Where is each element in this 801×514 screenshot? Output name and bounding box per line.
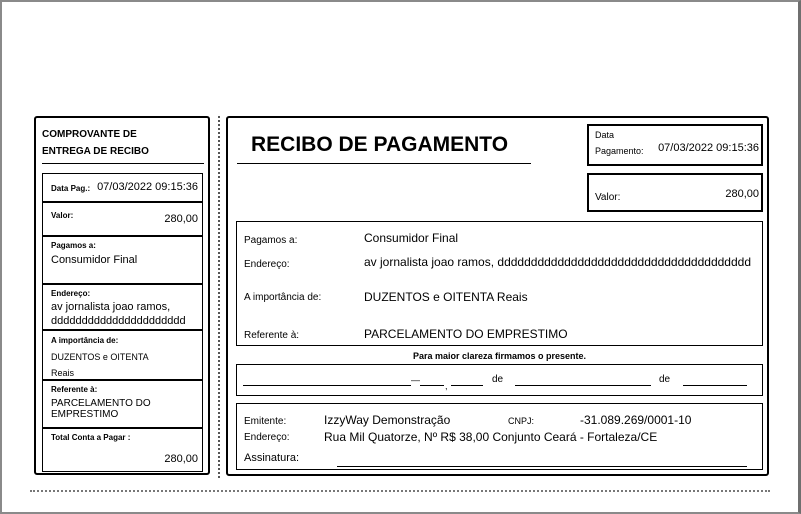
- stub-title-divider: [42, 163, 204, 164]
- day-line-2: [451, 385, 483, 386]
- cut-line-horizontal: [30, 490, 770, 492]
- issuer-address-value: Rua Mil Quatorze, Nº R$ 38,00 Conjunto Ceará - Fortaleza/CE: [324, 430, 658, 444]
- year-line: [683, 385, 747, 386]
- stub-amount-words-value-line2: Reais: [51, 368, 75, 378]
- payment-amount-box: [587, 173, 763, 212]
- stub-reference-box: [42, 380, 203, 428]
- receipt-main: [226, 116, 769, 476]
- payment-date-value: 07/03/2022 09:15:36: [658, 142, 759, 154]
- day-line: [420, 385, 444, 386]
- stub-reference-label: Referente à:: [51, 385, 98, 394]
- reference-value: PARCELAMENTO DO EMPRESTIMO: [364, 327, 568, 341]
- stub-amount-words-box: [42, 330, 203, 380]
- payment-amount-label: Valor:: [595, 192, 621, 203]
- clarity-statement: Para maior clareza firmamos o presente.: [412, 351, 587, 361]
- payment-date-label-line2: Pagamento:: [595, 146, 644, 156]
- issuer-label: Emitente:: [244, 416, 287, 427]
- stub-date-label: Data Pag.:: [51, 184, 91, 193]
- payee-label: Pagamos a:: [244, 235, 298, 246]
- place-date-box: [236, 364, 763, 396]
- stub-title: COMPROVANTE DE ENTREGA DE RECIBO: [42, 129, 149, 157]
- stub-address-value-line1: av jornalista joao ramos,: [51, 301, 171, 313]
- payment-details-box: [236, 221, 763, 346]
- signature-label: Assinatura:: [244, 452, 300, 464]
- cut-line-vertical: [218, 116, 220, 478]
- comma-mark: ,: [445, 381, 448, 391]
- stub-payee-value: Consumidor Final: [51, 254, 138, 266]
- stub-date-box: [42, 173, 203, 202]
- stub-address-value-line2: dddddddddddddddddddddd: [51, 315, 186, 327]
- stub-total-value: 280,00: [164, 453, 198, 465]
- stub-amount-box: [42, 202, 203, 236]
- payment-amount-value: 280,00: [725, 188, 759, 200]
- issuer-value: IzzyWay Demonstração: [324, 413, 451, 427]
- payment-date-label-line1: Data: [595, 130, 615, 140]
- receipt-stub: [34, 116, 210, 475]
- stub-amount-words-value-line1: DUZENTOS e OITENTA: [51, 352, 149, 362]
- receipt-title: RECIBO DE PAGAMENTO: [251, 133, 509, 156]
- stub-total-label: Total Conta a Pagar :: [51, 433, 131, 442]
- address-value: av jornalista joao ramos, dddddddddddddddddddddddddddddddddddddd: [364, 255, 751, 269]
- cnpj-value: -31.089.269/0001-10: [580, 413, 692, 427]
- stub-address-box: [42, 284, 203, 330]
- stub-payee-label: Pagamos a:: [51, 241, 96, 250]
- amount-words-label: A importância de:: [244, 292, 322, 303]
- stub-amount-value: 280,00: [164, 213, 198, 225]
- stub-amount-label: Valor:: [51, 211, 74, 220]
- stub-date-value: 07/03/2022 09:15:36: [97, 181, 198, 193]
- address-label: Endereço:: [244, 259, 290, 270]
- amount-words-value: DUZENTOS e OITENTA Reais: [364, 290, 528, 304]
- stub-amount-words-label: A importância de:: [51, 336, 119, 345]
- stub-payee-box: [42, 236, 203, 284]
- stub-reference-value-line1: PARCELAMENTO DO: [51, 398, 151, 409]
- dash-mark: —: [411, 375, 420, 385]
- payee-value: Consumidor Final: [364, 231, 459, 245]
- signature-line: [337, 466, 747, 467]
- month-line: [515, 385, 651, 386]
- issuer-box: [236, 403, 763, 470]
- de-text-2: de: [659, 374, 671, 385]
- place-line: [243, 385, 411, 386]
- title-underline: [237, 163, 531, 164]
- stub-total-box: [42, 428, 203, 472]
- cnpj-label: CNPJ:: [508, 416, 535, 426]
- stub-reference-value-line2: EMPRESTIMO: [51, 409, 119, 420]
- reference-label: Referente à:: [244, 330, 300, 341]
- issuer-address-label: Endereço:: [244, 432, 290, 443]
- de-text-1: de: [492, 374, 504, 385]
- payment-date-box: [587, 124, 763, 166]
- stub-address-label: Endereço:: [51, 289, 91, 298]
